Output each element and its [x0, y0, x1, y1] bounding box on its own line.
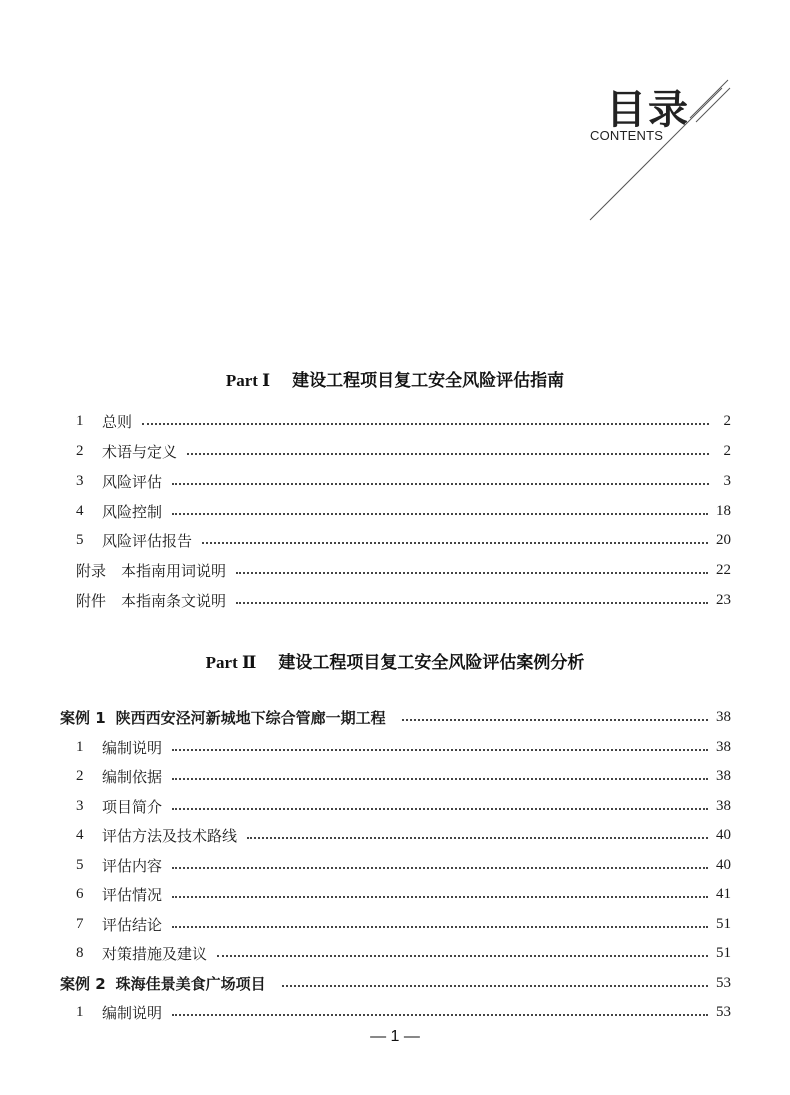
toc-entry-title: 总则 — [102, 412, 133, 431]
toc-entry-number: 3 — [76, 472, 84, 489]
toc-entry-title: 评估结论 — [102, 915, 163, 934]
leader-dots — [172, 867, 708, 869]
toc-entry-page: 51 — [716, 915, 731, 932]
toc-entry-number: 5 — [76, 531, 84, 548]
toc-entry-title: 评估情况 — [102, 885, 163, 904]
leader-dots — [172, 896, 708, 898]
leader-dots — [402, 719, 708, 721]
toc-entry-number: 8 — [76, 944, 84, 961]
toc-entry-page: 40 — [716, 856, 731, 873]
toc-entry-title: 编制说明 — [102, 1003, 163, 1022]
leader-dots — [172, 483, 709, 485]
toc-entry-title: 编制说明 — [102, 738, 163, 757]
toc-entry[interactable] — [76, 879, 731, 909]
toc-case-entry[interactable] — [60, 968, 731, 998]
leader-dots — [172, 808, 708, 810]
toc-entry[interactable] — [76, 466, 731, 496]
toc-entry-number: 6 — [76, 885, 84, 902]
toc-entry[interactable] — [76, 820, 731, 850]
toc-entry-page: 38 — [716, 767, 731, 784]
part-1-label: Part Ⅰ — [225, 371, 271, 390]
leader-dots — [247, 837, 708, 839]
leader-dots — [187, 453, 709, 455]
page-subtitle: CONTENTS — [590, 128, 664, 143]
toc-entry-number: 7 — [76, 915, 84, 932]
toc-entry[interactable] — [76, 496, 731, 526]
toc-entry-title: 项目简介 — [102, 797, 163, 816]
toc-entry-page: 23 — [716, 591, 731, 608]
toc-entry-number: 3 — [76, 797, 84, 814]
toc-entry-title: 风险控制 — [102, 502, 163, 521]
toc-case-entry[interactable] — [60, 702, 731, 732]
toc-case-title: 珠海佳景美食广场项目 — [115, 974, 266, 993]
toc-entry-page: 22 — [716, 561, 731, 578]
toc-entry-number: 2 — [76, 442, 84, 459]
toc-entry-page: 41 — [716, 885, 731, 902]
toc-entry-page: 53 — [716, 1003, 731, 1020]
part-1-heading — [0, 366, 790, 391]
toc-entry-title: 附录 本指南用词说明 — [76, 561, 227, 580]
leader-dots — [236, 602, 708, 604]
toc-entry-title: 对策措施及建议 — [102, 944, 208, 963]
toc-entry-page: 18 — [716, 502, 731, 519]
toc-case-number: 案例 1 — [60, 708, 106, 727]
part-2-heading — [0, 648, 790, 673]
toc-entry-page: 38 — [716, 738, 731, 755]
toc-entry-page: 51 — [716, 944, 731, 961]
toc-entry[interactable] — [76, 938, 731, 968]
leader-dots — [172, 1014, 708, 1016]
toc-entry[interactable] — [76, 909, 731, 939]
toc-entry-page: 3 — [723, 472, 731, 489]
toc-entry-number: 1 — [76, 738, 84, 755]
page-title: 目录 — [606, 87, 690, 133]
toc-entry-page: 38 — [716, 708, 731, 725]
leader-dots — [172, 513, 708, 515]
leader-dots — [282, 985, 708, 987]
toc-entry-title: 风险评估报告 — [102, 531, 193, 550]
toc-entry-title: 术语与定义 — [102, 442, 178, 461]
toc-entry-page: 53 — [716, 974, 731, 991]
toc-entry[interactable] — [76, 997, 731, 1027]
leader-dots — [172, 749, 708, 751]
toc-entry-page: 20 — [716, 531, 731, 548]
toc-entry[interactable] — [76, 406, 731, 436]
toc-entry-appendix[interactable] — [76, 555, 731, 585]
toc-entry-number: 5 — [76, 856, 84, 873]
leader-dots — [202, 542, 708, 544]
toc-entry-number: 1 — [76, 412, 84, 429]
toc-entry[interactable] — [76, 436, 731, 466]
toc-entry-title: 编制依据 — [102, 767, 163, 786]
part-1-title: 建设工程项目复工安全风险评估指南 — [292, 371, 565, 391]
toc-case-number: 案例 2 — [60, 974, 106, 993]
leader-dots — [172, 778, 708, 780]
toc-entry-page: 38 — [716, 797, 731, 814]
leader-dots — [142, 423, 709, 425]
toc-entry-number: 4 — [76, 502, 84, 519]
toc-entry[interactable] — [76, 850, 731, 880]
toc-entry-page: 40 — [716, 826, 731, 843]
toc-entry-number: 1 — [76, 1003, 84, 1020]
leader-dots — [217, 955, 708, 957]
toc-entry[interactable] — [76, 761, 731, 791]
toc-entry-title: 风险评估 — [102, 472, 163, 491]
page-number: — 1 — — [370, 1028, 420, 1045]
part-2-title: 建设工程项目复工安全风险评估案例分析 — [278, 653, 585, 673]
toc-entry-attachment[interactable] — [76, 585, 731, 615]
toc-entry-title: 评估方法及技术路线 — [102, 826, 238, 845]
leader-dots — [236, 572, 708, 574]
leader-dots — [172, 926, 708, 928]
toc-entry-title: 附件 本指南条文说明 — [76, 591, 227, 610]
toc-entry[interactable] — [76, 732, 731, 762]
toc-entry[interactable] — [76, 525, 731, 555]
toc-entry[interactable] — [76, 791, 731, 821]
toc-entry-number: 4 — [76, 826, 84, 843]
part-2-label: Part Ⅱ — [205, 653, 257, 672]
toc-entry-number: 2 — [76, 767, 84, 784]
toc-header — [0, 0, 790, 240]
toc-entry-page: 2 — [723, 442, 731, 459]
toc-entry-page: 2 — [723, 412, 731, 429]
toc-case-title: 陕西西安泾河新城地下综合管廊一期工程 — [115, 708, 386, 727]
toc-entry-title: 评估内容 — [102, 856, 163, 875]
